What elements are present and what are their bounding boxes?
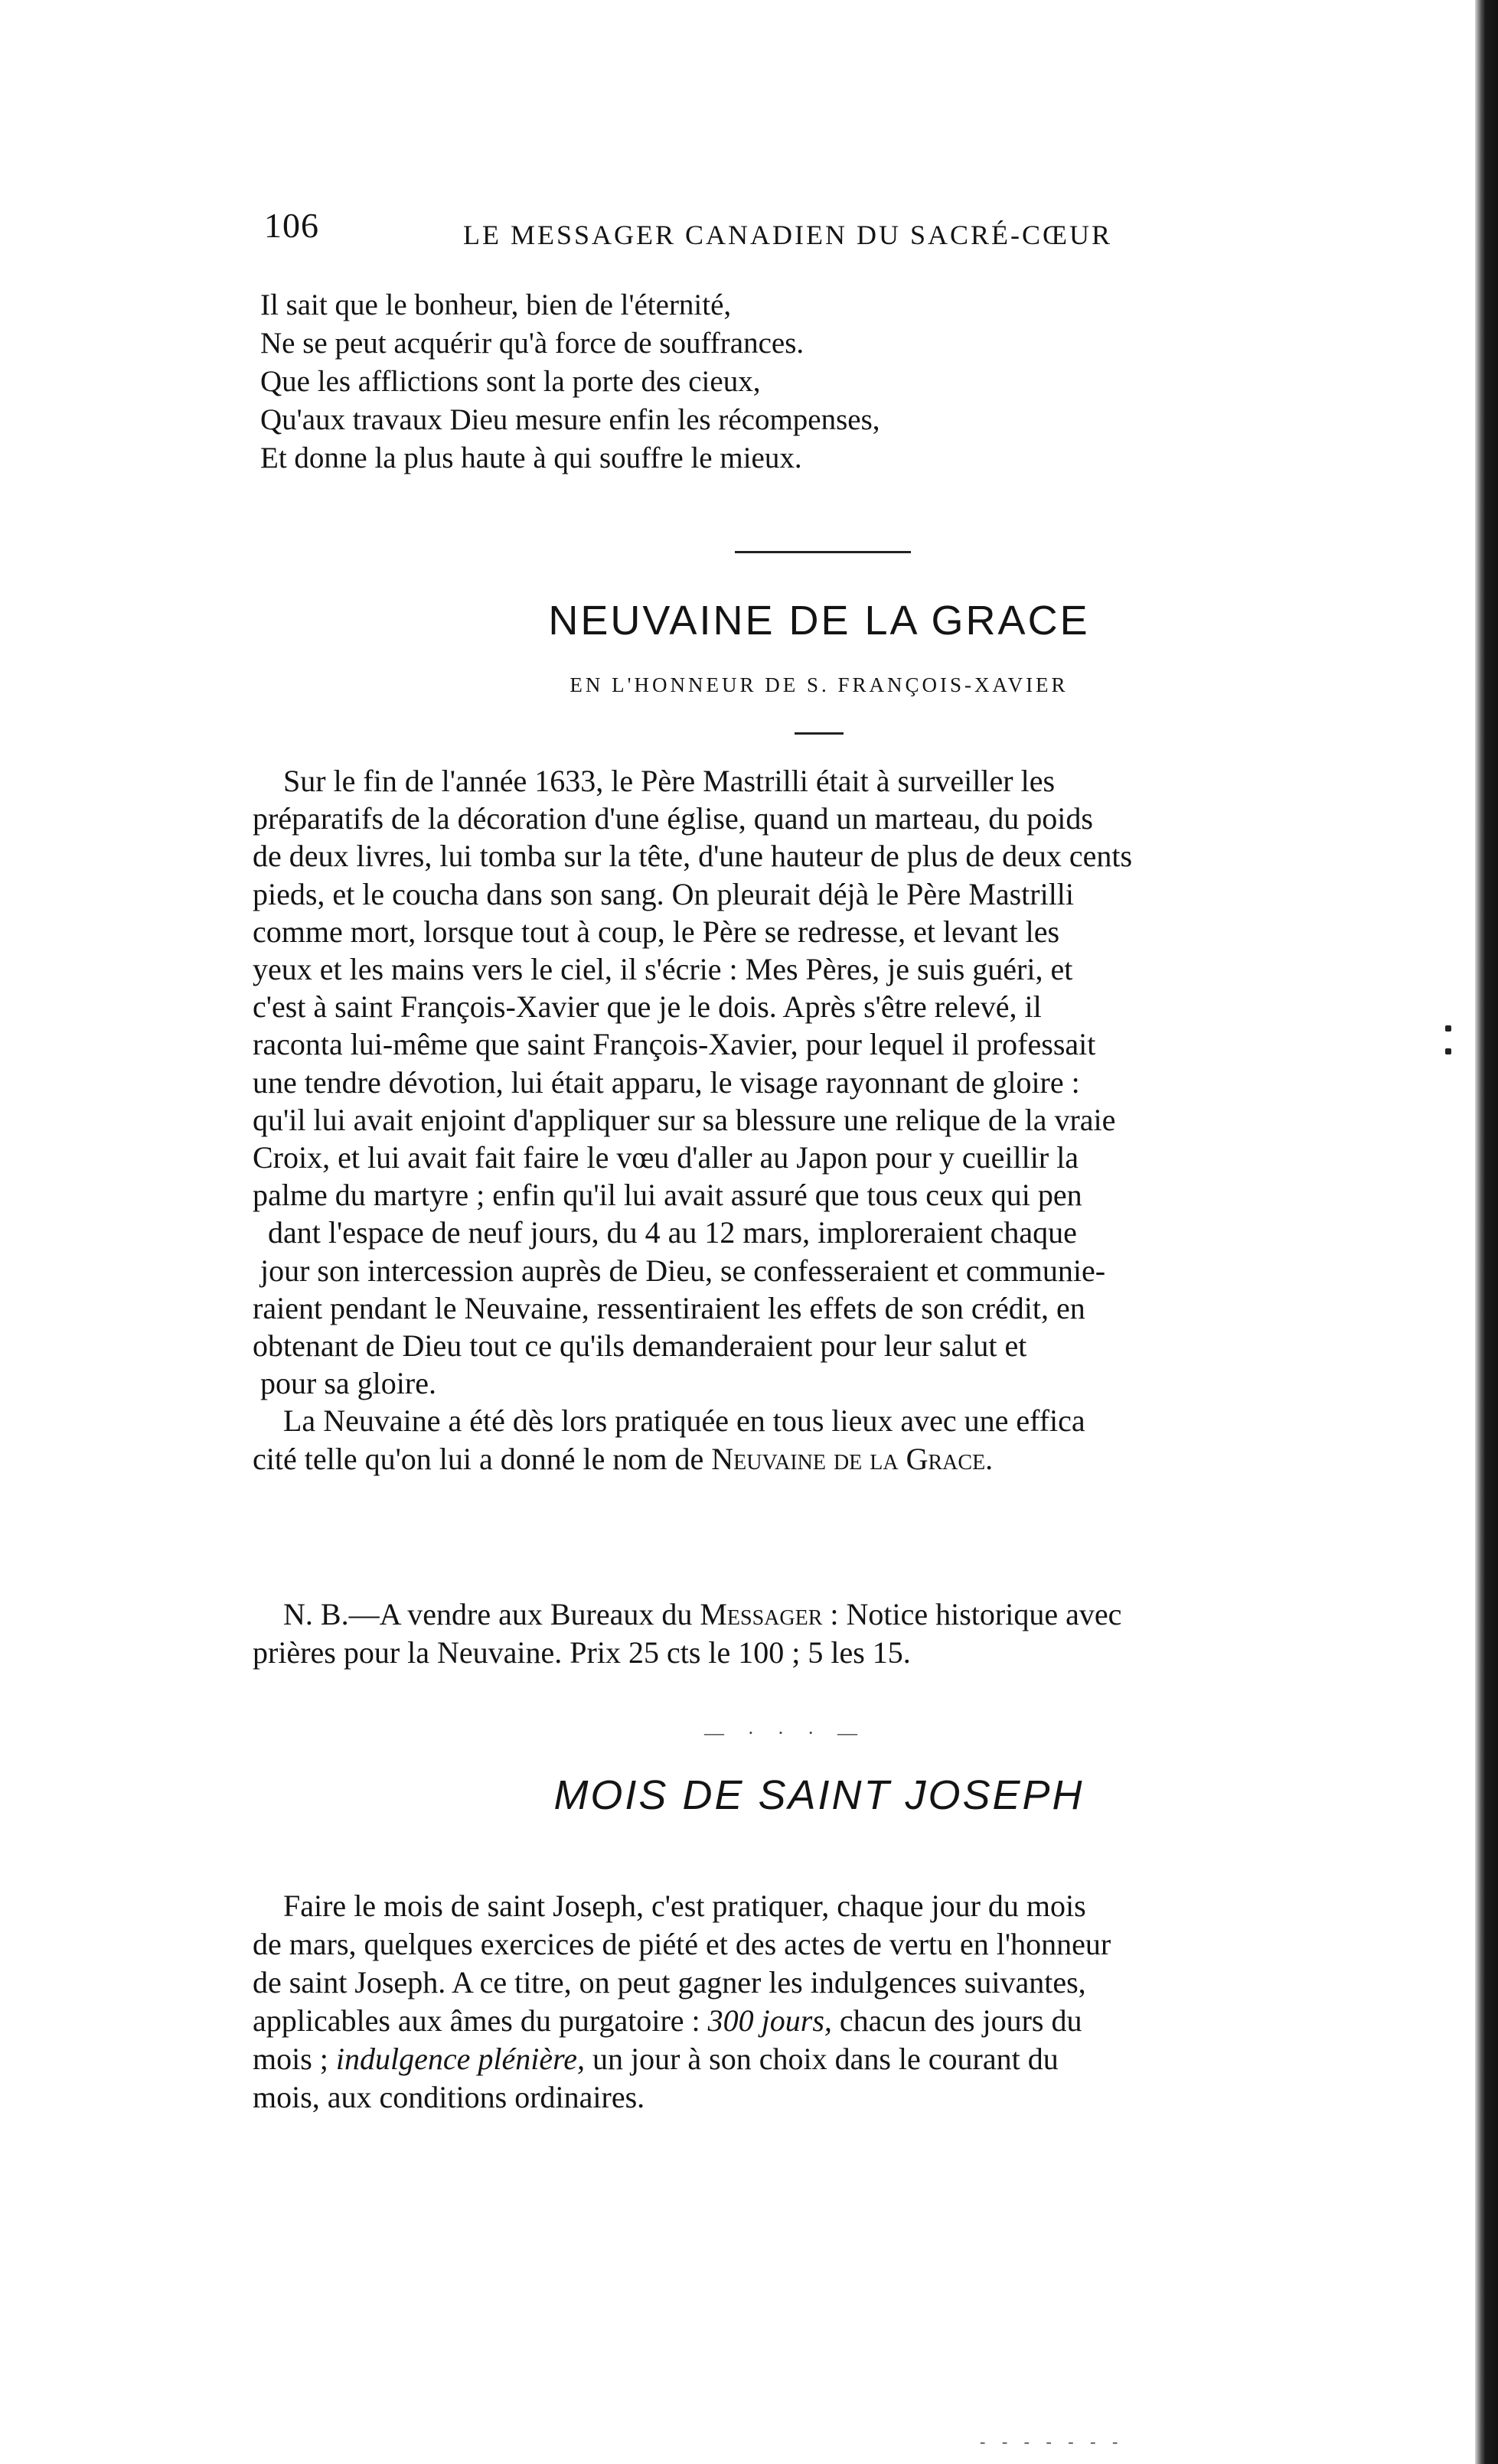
section-title-mois: MOIS DE SAINT JOSEPH xyxy=(553,1772,1085,1818)
note-line xyxy=(253,1595,1121,1634)
paragraph-line: jour son intercession auprès de Dieu, se confesseraient et communie- xyxy=(260,1253,1106,1288)
section-subtitle: EN L'HONNEUR DE S. FRANÇOIS-XAVIER xyxy=(570,673,1069,696)
indulgence-days: 300 jours, xyxy=(707,2003,832,2038)
poem-line: Il sait que le bonheur, bien de l'éternité, xyxy=(260,288,732,321)
paragraph-line: qu'il lui avait enjoint d'appliquer sur sa blessure une relique de la vraie xyxy=(253,1102,1116,1137)
neuvaine-name: Neuvaine de la Grace. xyxy=(711,1441,994,1476)
paragraph-line: une tendre dévotion, lui était apparu, le visage rayonnant de gloire : xyxy=(253,1064,1080,1100)
paragraph-line: raient pendant le Neuvaine, ressentiraient les effets de son crédit, en xyxy=(253,1290,1085,1325)
neuvaine-paragraph xyxy=(253,762,1132,1478)
paragraph-line: Sur le fin de l'année 1633, le Père Mastrilli était à surveiller les xyxy=(283,764,1056,798)
note-line: prières pour la Neuvaine. Prix 25 cts le 100 ; 5 les 15. xyxy=(253,1635,911,1670)
paragraph-line xyxy=(253,2002,1111,2040)
nota-bene-note xyxy=(253,1595,1121,1672)
paragraph-line: obtenant de Dieu tout ce qu'ils demanderaient pour leur salut et xyxy=(253,1328,1027,1364)
poem-line: Ne se peut acquérir qu'à force de souffrances. xyxy=(260,327,804,360)
ornamental-separator: — · · · — xyxy=(704,1722,866,1744)
poem-line: Qu'aux travaux Dieu mesure enfin les récompenses, xyxy=(260,403,880,436)
poem-stanza xyxy=(260,286,880,477)
mois-paragraph xyxy=(253,1887,1111,2117)
paragraph-line: de deux livres, lui tomba sur la tête, d'une hauteur de plus de deux cents xyxy=(253,839,1133,874)
poem-line: Et donne la plus haute à qui souffre le mieux. xyxy=(260,442,802,474)
line-text: mois ; xyxy=(253,2042,336,2076)
paragraph-line: comme mort, lorsque tout à coup, le Père se redresse, et levant les xyxy=(253,914,1060,949)
paragraph-line: c'est à saint François-Xavier que je le dois. Après s'être relevé, il xyxy=(253,989,1042,1025)
paragraph-line: yeux et les mains vers le ciel, il s'écrie : Mes Pères, je suis guéri, et xyxy=(253,952,1073,987)
paragraph-line: de saint Joseph. A ce titre, on peut gagner les indulgences suivantes, xyxy=(253,1965,1086,2000)
paragraph-line: La Neuvaine a été dès lors pratiquée en tous lieux avec une effica xyxy=(283,1403,1085,1439)
section-divider xyxy=(735,551,911,553)
paragraph-line: raconta lui-même que saint François-Xavier, pour lequel il professait xyxy=(253,1027,1096,1062)
subtitle-rule xyxy=(795,732,844,735)
paragraph-line xyxy=(253,1440,1132,1478)
poem-line: Que les afflictions sont la porte des cieux, xyxy=(260,365,761,398)
line-text: chacun des jours du xyxy=(831,2003,1082,2038)
page-number: 106 xyxy=(264,206,319,245)
paragraph-line: pour sa gloire. xyxy=(260,1366,436,1401)
messager-name: Messager xyxy=(700,1597,823,1631)
running-title: LE MESSAGER CANADIEN DU SACRÉ-CŒUR xyxy=(463,220,1113,250)
line-text: un jour à son choix dans le courant du xyxy=(584,2042,1059,2076)
line-text: N. B.—A vendre aux Bureaux du xyxy=(283,1597,700,1631)
line-text: : Notice historique avec xyxy=(822,1597,1122,1631)
paragraph-line: préparatifs de la décoration d'une église, quand un marteau, du poids xyxy=(253,801,1093,836)
page-edge-shadow xyxy=(1475,0,1498,2464)
line-text: cité telle qu'on lui a donné le nom de xyxy=(253,1441,712,1476)
line-text: applicables aux âmes du purgatoire : xyxy=(253,2003,708,2038)
paragraph-line: mois, aux conditions ordinaires. xyxy=(253,2080,645,2114)
paragraph-line: pieds, et le coucha dans son sang. On pleurait déjà le Père Mastrilli xyxy=(253,876,1075,911)
edge-marks xyxy=(1445,1025,1453,1079)
paragraph-line xyxy=(253,2040,1111,2078)
paragraph-line: dant l'espace de neuf jours, du 4 au 12 mars, imploreraient chaque xyxy=(268,1215,1077,1250)
paragraph-line: palme du martyre ; enfin qu'il lui avait assuré que tous ceux qui pen xyxy=(253,1178,1082,1213)
paragraph-line: de mars, quelques exercices de piété et des actes de vertu en l'honneur xyxy=(253,1927,1111,1961)
paragraph-line: Croix, et lui avait fait faire le vœu d'aller au Japon pour y cueillir la xyxy=(253,1140,1079,1175)
plenary-indulgence: indulgence plénière, xyxy=(335,2042,585,2076)
footer-marks: - - - - - - - xyxy=(980,2432,1124,2451)
section-title-neuvaine: NEUVAINE DE LA GRACE xyxy=(548,598,1090,644)
paragraph-line: Faire le mois de saint Joseph, c'est pratiquer, chaque jour du mois xyxy=(283,1889,1086,1923)
